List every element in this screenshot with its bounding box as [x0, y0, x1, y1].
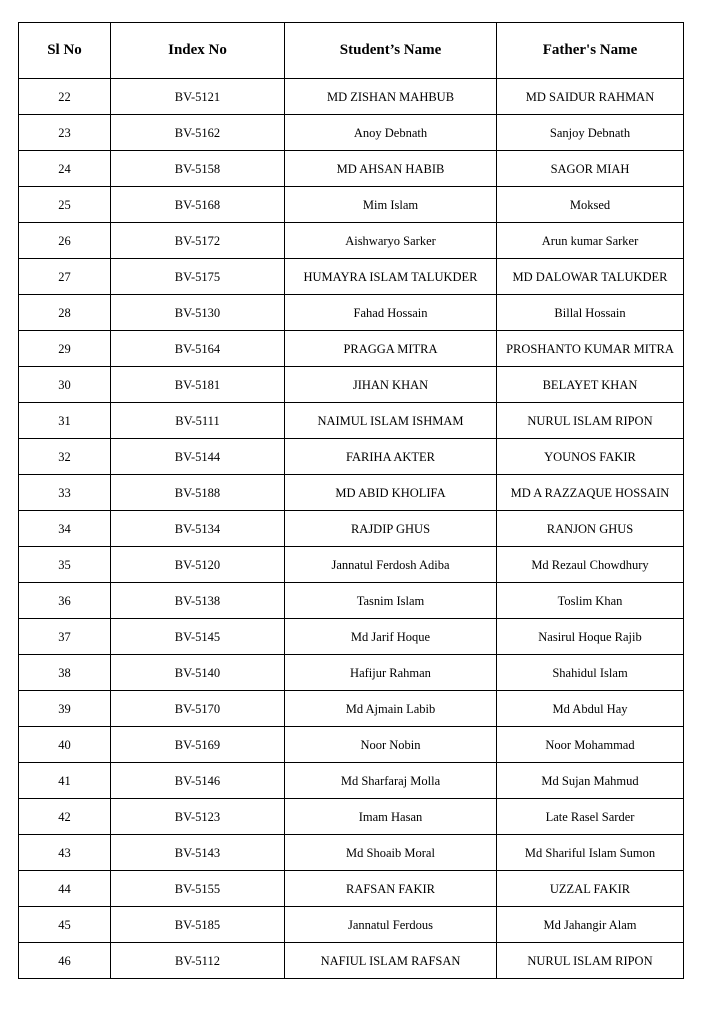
cell-student-name: Fahad Hossain: [285, 295, 497, 331]
cell-father-name: Md Abdul Hay: [497, 691, 684, 727]
cell-student-name: PRAGGA MITRA: [285, 331, 497, 367]
document-page: [18, 22, 684, 979]
cell-student-name: MD AHSAN HABIB: [285, 151, 497, 187]
cell-index-no: BV-5130: [111, 295, 285, 331]
cell-father-name: Md Sujan Mahmud: [497, 763, 684, 799]
cell-index-no: BV-5172: [111, 223, 285, 259]
cell-index-no: BV-5164: [111, 331, 285, 367]
cell-father-name: Billal Hossain: [497, 295, 684, 331]
table-row: [19, 187, 684, 223]
cell-index-no: BV-5143: [111, 835, 285, 871]
cell-student-name: Mim Islam: [285, 187, 497, 223]
table-row: [19, 907, 684, 943]
table-row: [19, 943, 684, 979]
cell-index-no: BV-5185: [111, 907, 285, 943]
cell-sl-no: 23: [19, 115, 111, 151]
cell-index-no: BV-5155: [111, 871, 285, 907]
table-row: [19, 799, 684, 835]
cell-sl-no: 42: [19, 799, 111, 835]
table-row: [19, 295, 684, 331]
table-row: [19, 439, 684, 475]
cell-father-name: Md Shariful Islam Sumon: [497, 835, 684, 871]
cell-sl-no: 29: [19, 331, 111, 367]
header-student-name: Student’s Name: [285, 23, 497, 79]
header-row: [19, 23, 684, 79]
cell-father-name: NURUL ISLAM RIPON: [497, 403, 684, 439]
cell-student-name: Anoy Debnath: [285, 115, 497, 151]
cell-student-name: Jannatul Ferdosh Adiba: [285, 547, 497, 583]
cell-father-name: Sanjoy Debnath: [497, 115, 684, 151]
cell-index-no: BV-5112: [111, 943, 285, 979]
cell-index-no: BV-5188: [111, 475, 285, 511]
cell-sl-no: 33: [19, 475, 111, 511]
cell-index-no: BV-5123: [111, 799, 285, 835]
cell-father-name: Moksed: [497, 187, 684, 223]
table-row: [19, 547, 684, 583]
cell-father-name: NURUL ISLAM RIPON: [497, 943, 684, 979]
cell-student-name: Hafijur Rahman: [285, 655, 497, 691]
cell-father-name: Toslim Khan: [497, 583, 684, 619]
cell-student-name: Noor Nobin: [285, 727, 497, 763]
cell-father-name: Late Rasel Sarder: [497, 799, 684, 835]
cell-student-name: Md Shoaib Moral: [285, 835, 497, 871]
cell-sl-no: 30: [19, 367, 111, 403]
cell-sl-no: 37: [19, 619, 111, 655]
cell-sl-no: 39: [19, 691, 111, 727]
cell-sl-no: 45: [19, 907, 111, 943]
table-row: [19, 763, 684, 799]
header-sl-no: Sl No: [19, 23, 111, 79]
table-row: [19, 583, 684, 619]
cell-father-name: Arun kumar Sarker: [497, 223, 684, 259]
cell-index-no: BV-5120: [111, 547, 285, 583]
cell-student-name: MD ZISHAN MAHBUB: [285, 79, 497, 115]
cell-father-name: Md Rezaul Chowdhury: [497, 547, 684, 583]
cell-sl-no: 36: [19, 583, 111, 619]
cell-sl-no: 22: [19, 79, 111, 115]
cell-sl-no: 24: [19, 151, 111, 187]
table-header: [19, 23, 684, 79]
cell-student-name: RAJDIP GHUS: [285, 511, 497, 547]
cell-index-no: BV-5168: [111, 187, 285, 223]
cell-student-name: HUMAYRA ISLAM TALUKDER: [285, 259, 497, 295]
cell-father-name: RANJON GHUS: [497, 511, 684, 547]
table-row: [19, 727, 684, 763]
student-roster-table: [18, 22, 684, 979]
cell-father-name: Nasirul Hoque Rajib: [497, 619, 684, 655]
cell-index-no: BV-5145: [111, 619, 285, 655]
cell-index-no: BV-5111: [111, 403, 285, 439]
cell-index-no: BV-5175: [111, 259, 285, 295]
header-index-no: Index No: [111, 23, 285, 79]
header-father-name: Father's Name: [497, 23, 684, 79]
cell-sl-no: 35: [19, 547, 111, 583]
cell-father-name: Noor Mohammad: [497, 727, 684, 763]
table-row: [19, 475, 684, 511]
cell-father-name: MD DALOWAR TALUKDER: [497, 259, 684, 295]
cell-student-name: NAFIUL ISLAM RAFSAN: [285, 943, 497, 979]
cell-index-no: BV-5158: [111, 151, 285, 187]
table-row: [19, 223, 684, 259]
cell-sl-no: 26: [19, 223, 111, 259]
table-body: [19, 79, 684, 979]
table-row: [19, 511, 684, 547]
table-row: [19, 151, 684, 187]
cell-sl-no: 38: [19, 655, 111, 691]
cell-sl-no: 46: [19, 943, 111, 979]
cell-father-name: BELAYET KHAN: [497, 367, 684, 403]
table-row: [19, 871, 684, 907]
cell-student-name: RAFSAN FAKIR: [285, 871, 497, 907]
cell-sl-no: 32: [19, 439, 111, 475]
table-row: [19, 115, 684, 151]
cell-index-no: BV-5169: [111, 727, 285, 763]
cell-index-no: BV-5140: [111, 655, 285, 691]
cell-father-name: SAGOR MIAH: [497, 151, 684, 187]
cell-index-no: BV-5181: [111, 367, 285, 403]
cell-father-name: YOUNOS FAKIR: [497, 439, 684, 475]
cell-student-name: Md Sharfaraj Molla: [285, 763, 497, 799]
table-row: [19, 691, 684, 727]
cell-index-no: BV-5138: [111, 583, 285, 619]
cell-father-name: MD A RAZZAQUE HOSSAIN: [497, 475, 684, 511]
table-row: [19, 367, 684, 403]
cell-father-name: Shahidul Islam: [497, 655, 684, 691]
cell-index-no: BV-5121: [111, 79, 285, 115]
table-row: [19, 259, 684, 295]
cell-student-name: MD ABID KHOLIFA: [285, 475, 497, 511]
cell-student-name: Tasnim Islam: [285, 583, 497, 619]
cell-sl-no: 41: [19, 763, 111, 799]
cell-student-name: Md Ajmain Labib: [285, 691, 497, 727]
cell-student-name: Jannatul Ferdous: [285, 907, 497, 943]
cell-father-name: PROSHANTO KUMAR MITRA: [497, 331, 684, 367]
cell-student-name: Imam Hasan: [285, 799, 497, 835]
table-row: [19, 619, 684, 655]
cell-sl-no: 28: [19, 295, 111, 331]
table-row: [19, 79, 684, 115]
cell-sl-no: 31: [19, 403, 111, 439]
cell-student-name: FARIHA AKTER: [285, 439, 497, 475]
cell-father-name: Md Jahangir Alam: [497, 907, 684, 943]
table-row: [19, 331, 684, 367]
cell-sl-no: 44: [19, 871, 111, 907]
cell-index-no: BV-5144: [111, 439, 285, 475]
cell-sl-no: 34: [19, 511, 111, 547]
cell-index-no: BV-5162: [111, 115, 285, 151]
cell-sl-no: 25: [19, 187, 111, 223]
table-row: [19, 655, 684, 691]
cell-student-name: NAIMUL ISLAM ISHMAM: [285, 403, 497, 439]
cell-index-no: BV-5170: [111, 691, 285, 727]
cell-sl-no: 27: [19, 259, 111, 295]
cell-student-name: Md Jarif Hoque: [285, 619, 497, 655]
table-row: [19, 835, 684, 871]
cell-father-name: MD SAIDUR RAHMAN: [497, 79, 684, 115]
cell-sl-no: 40: [19, 727, 111, 763]
cell-sl-no: 43: [19, 835, 111, 871]
cell-student-name: JIHAN KHAN: [285, 367, 497, 403]
cell-index-no: BV-5146: [111, 763, 285, 799]
cell-student-name: Aishwaryo Sarker: [285, 223, 497, 259]
table-row: [19, 403, 684, 439]
cell-father-name: UZZAL FAKIR: [497, 871, 684, 907]
cell-index-no: BV-5134: [111, 511, 285, 547]
